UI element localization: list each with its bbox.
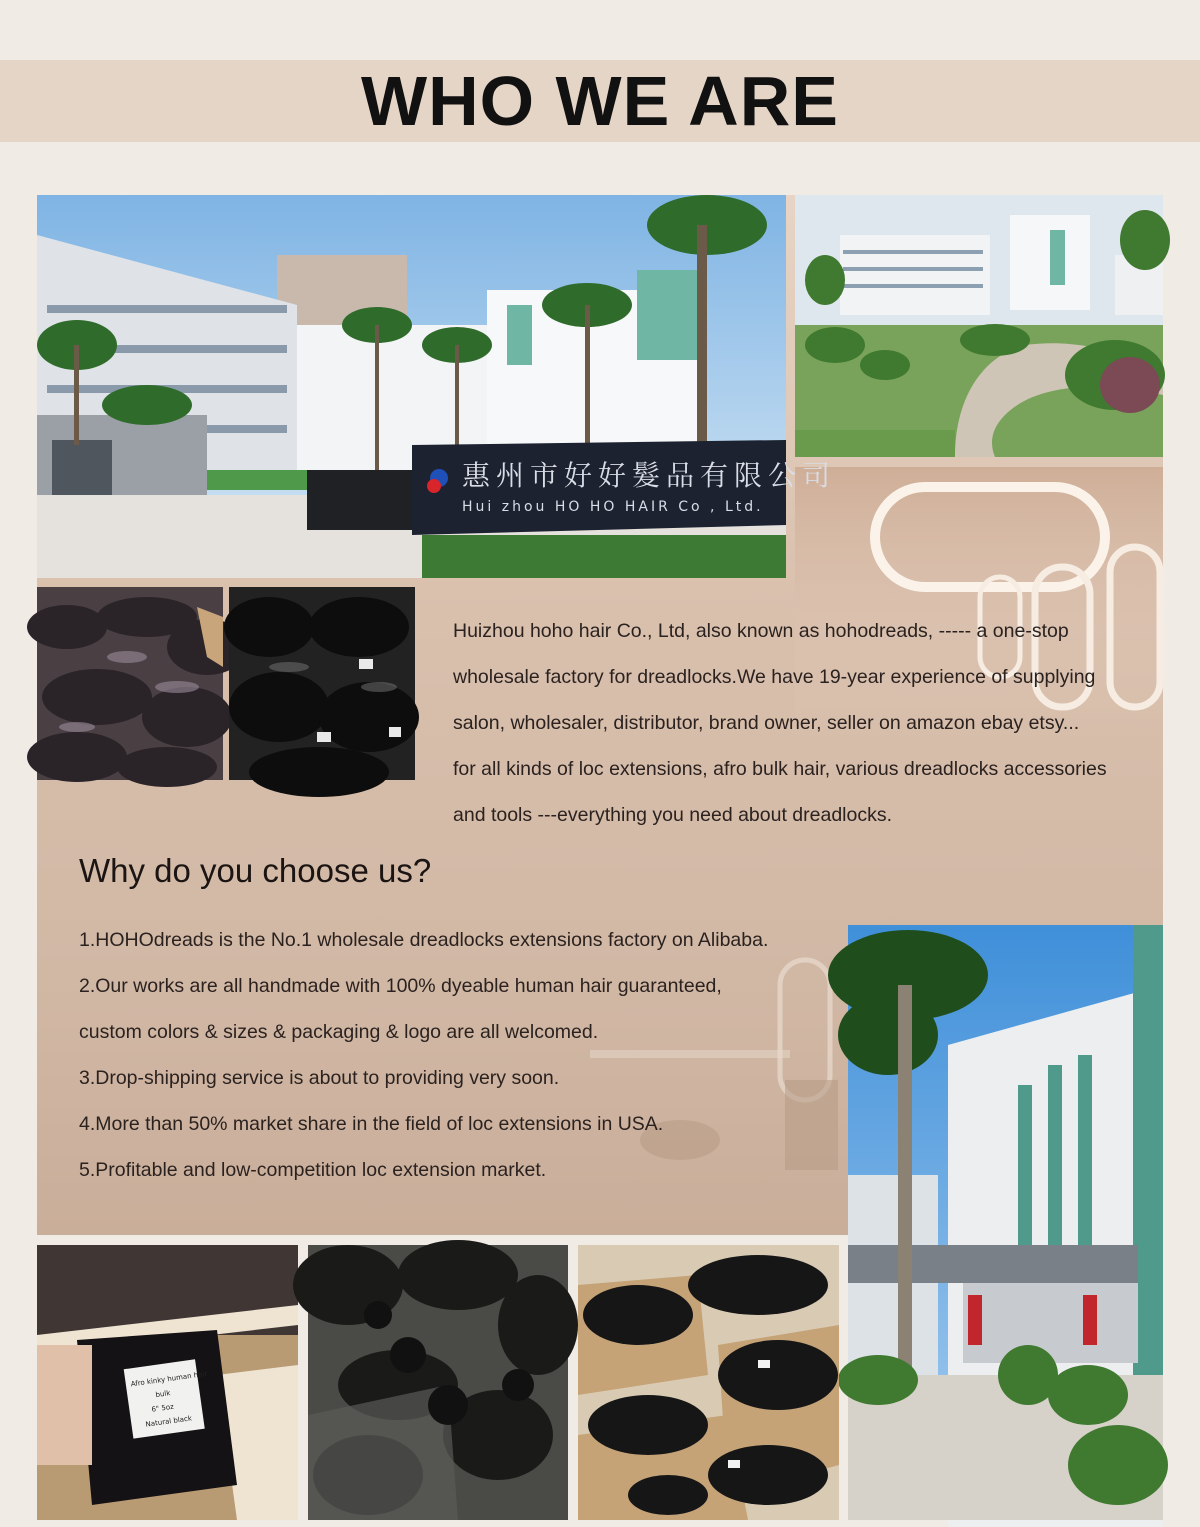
bulk-bag-label-line: Afro kinky human hair [130, 1369, 208, 1389]
about-line: for all kinds of loc extensions, afro bulk hair, various dreadlocks accessories [453, 758, 1107, 780]
factory-sign-chinese: 惠州市好好髮品有限公司 [462, 459, 837, 492]
why-item: 2.Our works are all handmade with 100% dyeable human hair guaranteed, [79, 975, 722, 997]
about-line: salon, wholesaler, distributor, brand owner, seller on amazon ebay etsy... [453, 712, 1080, 734]
why-item: 3.Drop-shipping service is about to providing very soon. [79, 1067, 560, 1089]
packaged-hair-photo-1 [37, 587, 223, 780]
page-title: WHO WE ARE [361, 62, 839, 140]
about-line: and tools ---everything you need about dreadlocks. [453, 804, 893, 826]
about-line: Huizhou hoho hair Co., Ltd, also known as hohodreads, ----- a one-stop [453, 620, 1069, 642]
why-item: 4.More than 50% market share in the field of loc extensions in USA. [79, 1113, 664, 1135]
why-choose-us-heading: Why do you choose us? [79, 852, 432, 889]
packaged-hair-photo-2 [229, 587, 415, 780]
about-line: wholesale factory for dreadlocks.We have 19-year experience of supplying [453, 666, 1096, 688]
factory-photo-main [37, 195, 837, 578]
boxed-hair-photo-2 [578, 1245, 839, 1520]
why-choose-us-list [79, 917, 839, 1193]
why-item: custom colors & sizes & packaging & logo are all welcomed. [79, 1021, 599, 1043]
why-item: 5.Profitable and low-competition loc extension market. [79, 1159, 547, 1181]
boxed-hair-photo-1 [37, 1245, 298, 1520]
factory-building-photo [848, 925, 1163, 1520]
why-item: 1.HOHOdreads is the No.1 wholesale dreadlocks extensions factory on Alibaba. [79, 929, 769, 951]
bulk-bag-label-line: 6" 5oz [151, 1402, 175, 1414]
factory-sign-english: Hui zhou HO HO HAIR Co , Ltd. [462, 499, 764, 515]
bulk-bag-label-line: Natural black [145, 1414, 193, 1429]
dreadlocks-closeup-photo [308, 1245, 568, 1520]
factory-garden-photo [795, 195, 1163, 457]
about-paragraph [453, 608, 1153, 838]
bulk-bag-label-line: bulk [155, 1389, 171, 1400]
